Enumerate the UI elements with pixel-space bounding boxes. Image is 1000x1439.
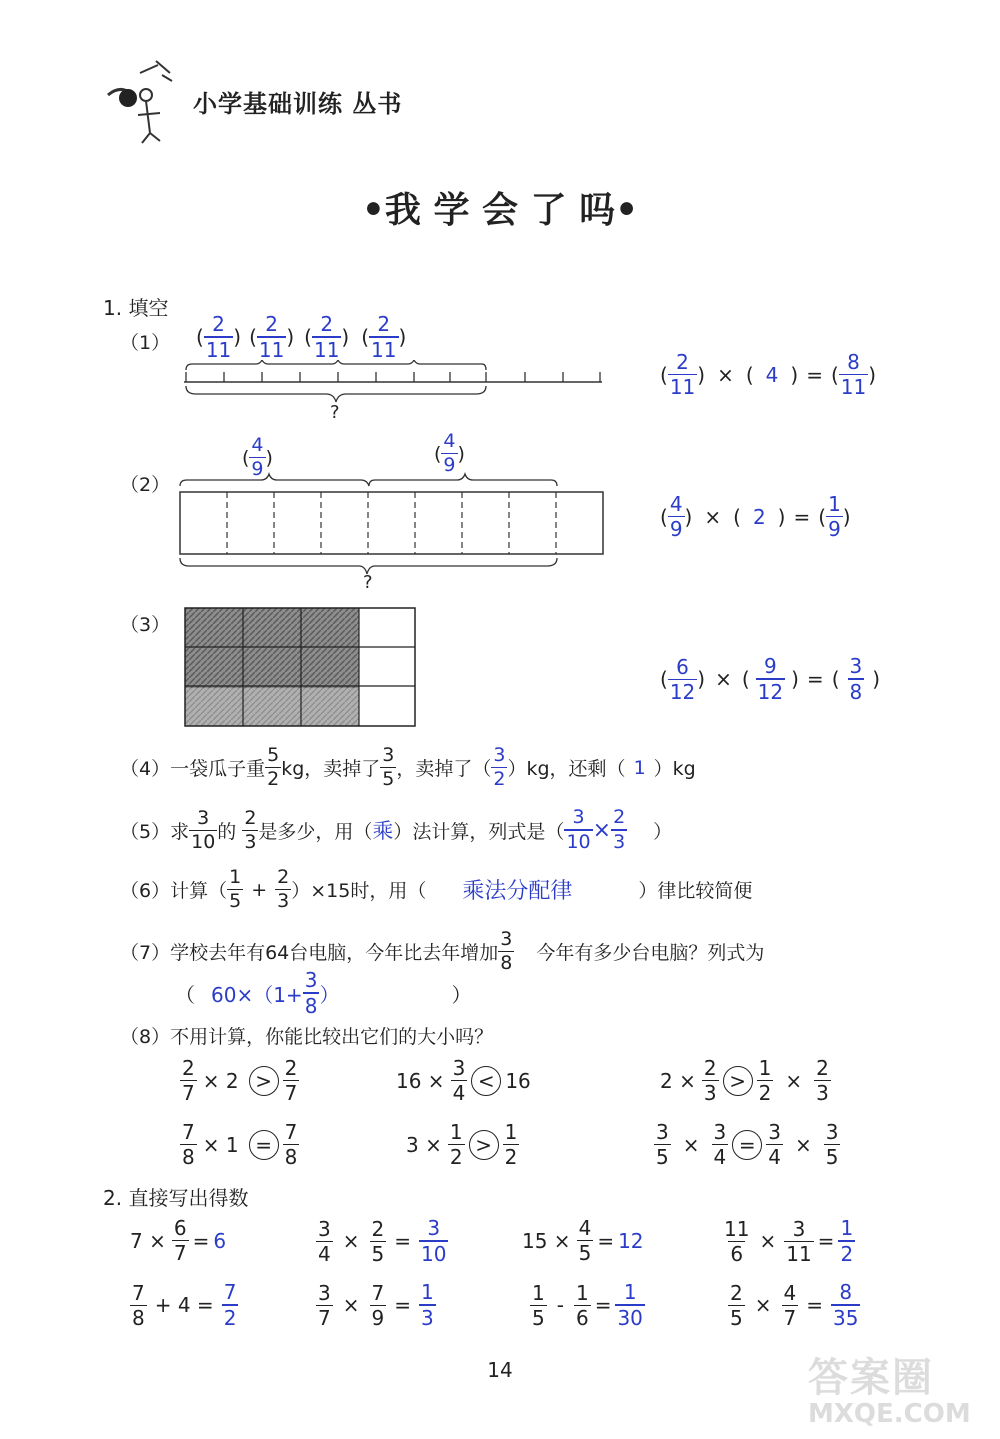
- q2-item-a2: $\frac{3}{4}$ × $\frac{2}{5}$ = $\frac{3}{10}$: [318, 1216, 447, 1266]
- p8-sign-r1c3: >: [723, 1066, 753, 1096]
- q2-answer-b1: $\frac{7}{2}$: [223, 1280, 237, 1330]
- p8-compare-r2c3: $\frac{3}{5}$ × $\frac{3}{4}$ = $\frac{3}{4}$ × $\frac{3}{5}$: [656, 1120, 839, 1169]
- p8-compare-r2c2: 3 × $\frac{1}{2}$ > $\frac{1}{2}$: [406, 1120, 518, 1169]
- q2-item-b4: $\frac{2}{5}$ × $\frac{4}{7}$ = $\frac{8}{35}$: [730, 1280, 859, 1330]
- p2-eq-frac-a: $\frac{4}{9}$: [669, 492, 683, 541]
- p1-eq-b: 4: [765, 362, 779, 387]
- q2-item-a1: 7 × $\frac{6}{7}$ = 6: [130, 1216, 227, 1265]
- p1-question-mark: ?: [330, 402, 340, 423]
- p7-answer-pre: 60×（1+: [211, 982, 303, 1007]
- p3-grid-diagram: [183, 606, 419, 730]
- q2-answer-b2: $\frac{1}{3}$: [421, 1280, 434, 1330]
- series-logo: [98, 55, 188, 145]
- p1-above-frac-4: $\frac{2}{11}$: [371, 312, 397, 362]
- p2-above-frac-1: ( $\frac{4}{9}$ ): [242, 434, 273, 480]
- p4-answer-2: 1: [633, 756, 646, 779]
- watermark: 答案圈 MXQE.COM: [808, 1355, 971, 1429]
- p8-sign-r1c1: >: [249, 1066, 279, 1096]
- q2-answer-a3: 12: [618, 1228, 644, 1253]
- p2-question-mark: ?: [363, 572, 373, 593]
- p7-line-2: （ 60×（1+ $\frac{3}{8}$ ） ）: [175, 968, 472, 1018]
- p1-above-fractions: ( $\frac{2}{11}$ ) ( $\frac{2}{11}$ ) ( $\frac{2}{11}$ ) ( $\frac{2}{11}$ ): [196, 312, 407, 362]
- page-number: 14: [487, 1358, 513, 1382]
- p7-line-1: （7） 学校去年有64台电脑，今年比去年增加 $\frac{3}{8}$ 今年有多少台电脑？列式为: [120, 928, 765, 974]
- p1-above-frac-1: $\frac{2}{11}$: [205, 312, 232, 362]
- p2-bar-diagram: [175, 472, 615, 582]
- p2-equation: ( $\frac{4}{9}$ ) × ( 2 ) = ( $\frac{1}{9}$ ): [660, 492, 851, 541]
- q2-item-a3: 15 × $\frac{4}{5}$ = 12: [522, 1216, 644, 1265]
- p6-line: （6） 计算（ $\frac{1}{5}$ + $\frac{2}{3}$ ）×15时，用（ 乘法分配律 ）律比较简便: [120, 866, 753, 912]
- p3-eq-frac-b: $\frac{9}{12}$: [757, 654, 784, 704]
- q1-heading: 1. 填空: [103, 296, 169, 320]
- p1-eq-frac-a: $\frac{2}{11}$: [669, 350, 696, 399]
- q2-item-b3: $\frac{1}{5}$ - $\frac{1}{6}$ = $\frac{1}{30}$: [532, 1280, 643, 1330]
- p8-compare-r1c2: 16 × $\frac{3}{4}$ < 16: [396, 1056, 531, 1105]
- p3-equation: ( $\frac{6}{12}$ ) × ( $\frac{9}{12}$ ) = ( $\frac{3}{8}$ ): [660, 654, 881, 704]
- p8-sign-r1c2: <: [471, 1066, 501, 1096]
- p8-compare-r1c1: $\frac{2}{7}$ × 2 > $\frac{2}{7}$: [182, 1056, 298, 1105]
- p1-number-line: [180, 360, 610, 430]
- q2-item-a4: $\frac{11}{6}$ × $\frac{3}{11}$ = $\frac{1}{2}$: [724, 1216, 854, 1266]
- p2-eq-b: 2: [752, 504, 766, 529]
- q2-item-b2: $\frac{3}{7}$ × $\frac{7}{9}$ = $\frac{1}{3}$: [318, 1280, 434, 1330]
- p5-answer-frac-b: $\frac{2}{3}$: [613, 806, 626, 853]
- q2-answer-a1: 6: [213, 1228, 227, 1253]
- p8-sign-r2c2: >: [469, 1130, 499, 1160]
- p2-label: （2）: [120, 474, 171, 496]
- q2-answer-a2: $\frac{3}{10}$: [421, 1216, 447, 1266]
- p3-eq-frac-c: $\frac{3}{8}$: [849, 654, 863, 704]
- p2-eq-frac-c: $\frac{1}{9}$: [828, 492, 841, 541]
- p4-line: （4） 一袋瓜子重 $\frac{5}{2}$ kg，卖掉了 $\frac{3}{5}$ ，卖掉了（ $\frac{3}{2}$ ）kg，还剩（ 1 ）kg: [120, 744, 696, 790]
- q2-item-b1: $\frac{7}{8}$ + 4 = $\frac{7}{2}$: [132, 1280, 237, 1330]
- p8-sign-r2c1: =: [249, 1130, 279, 1160]
- q2-heading: 2. 直接写出得数: [103, 1186, 249, 1210]
- p5-answer-frac-a: $\frac{3}{10}$: [566, 806, 591, 853]
- p1-eq-frac-c: $\frac{8}{11}$: [840, 350, 867, 399]
- p7-answer-frac: $\frac{3}{8}$: [304, 968, 318, 1018]
- p3-eq-frac-a: $\frac{6}{12}$: [669, 654, 696, 704]
- p1-above-frac-2: $\frac{2}{11}$: [258, 312, 285, 362]
- p6-answer: 乘法分配律: [462, 879, 573, 904]
- p8-line: （8） 不用计算，你能比较出它们的大小吗？: [120, 1026, 494, 1048]
- p8-compare-r2c1: $\frac{7}{8}$ × 1 = $\frac{7}{8}$: [182, 1120, 298, 1169]
- p1-equation: ( $\frac{2}{11}$ ) × ( 4 ) = ( $\frac{8}{11}$ ): [660, 350, 877, 399]
- series-title: 小学基础训练 丛书: [193, 90, 403, 118]
- p2-above-frac-2: ( $\frac{4}{9}$ ): [434, 430, 465, 476]
- q2-answer-a4: $\frac{1}{2}$: [840, 1216, 854, 1266]
- q2-answer-b4: $\frac{8}{35}$: [833, 1280, 859, 1330]
- page-title: •我 学 会 了 吗•: [361, 189, 639, 231]
- p4-answer-1: $\frac{3}{2}$: [493, 744, 506, 790]
- p1-above-frac-3: $\frac{2}{11}$: [313, 312, 340, 362]
- p8-compare-r1c3: 2 × $\frac{2}{3}$ > $\frac{1}{2}$ × $\frac{2}{3}$: [660, 1056, 829, 1105]
- q2-answer-b3: $\frac{1}{30}$: [617, 1280, 643, 1330]
- p5-answer-operation: 乘: [372, 819, 394, 843]
- p8-sign-r2c3: =: [732, 1130, 762, 1160]
- p1-label: （1）: [120, 332, 171, 354]
- p3-label: （3）: [120, 614, 171, 636]
- p5-line: （5） 求 $\frac{3}{10}$ 的 $\frac{2}{3}$ 是多少，用（ 乘 ）法计算，列式是（ $\frac{3}{10}$ × $\frac{2}{3}$ ）: [120, 806, 673, 853]
